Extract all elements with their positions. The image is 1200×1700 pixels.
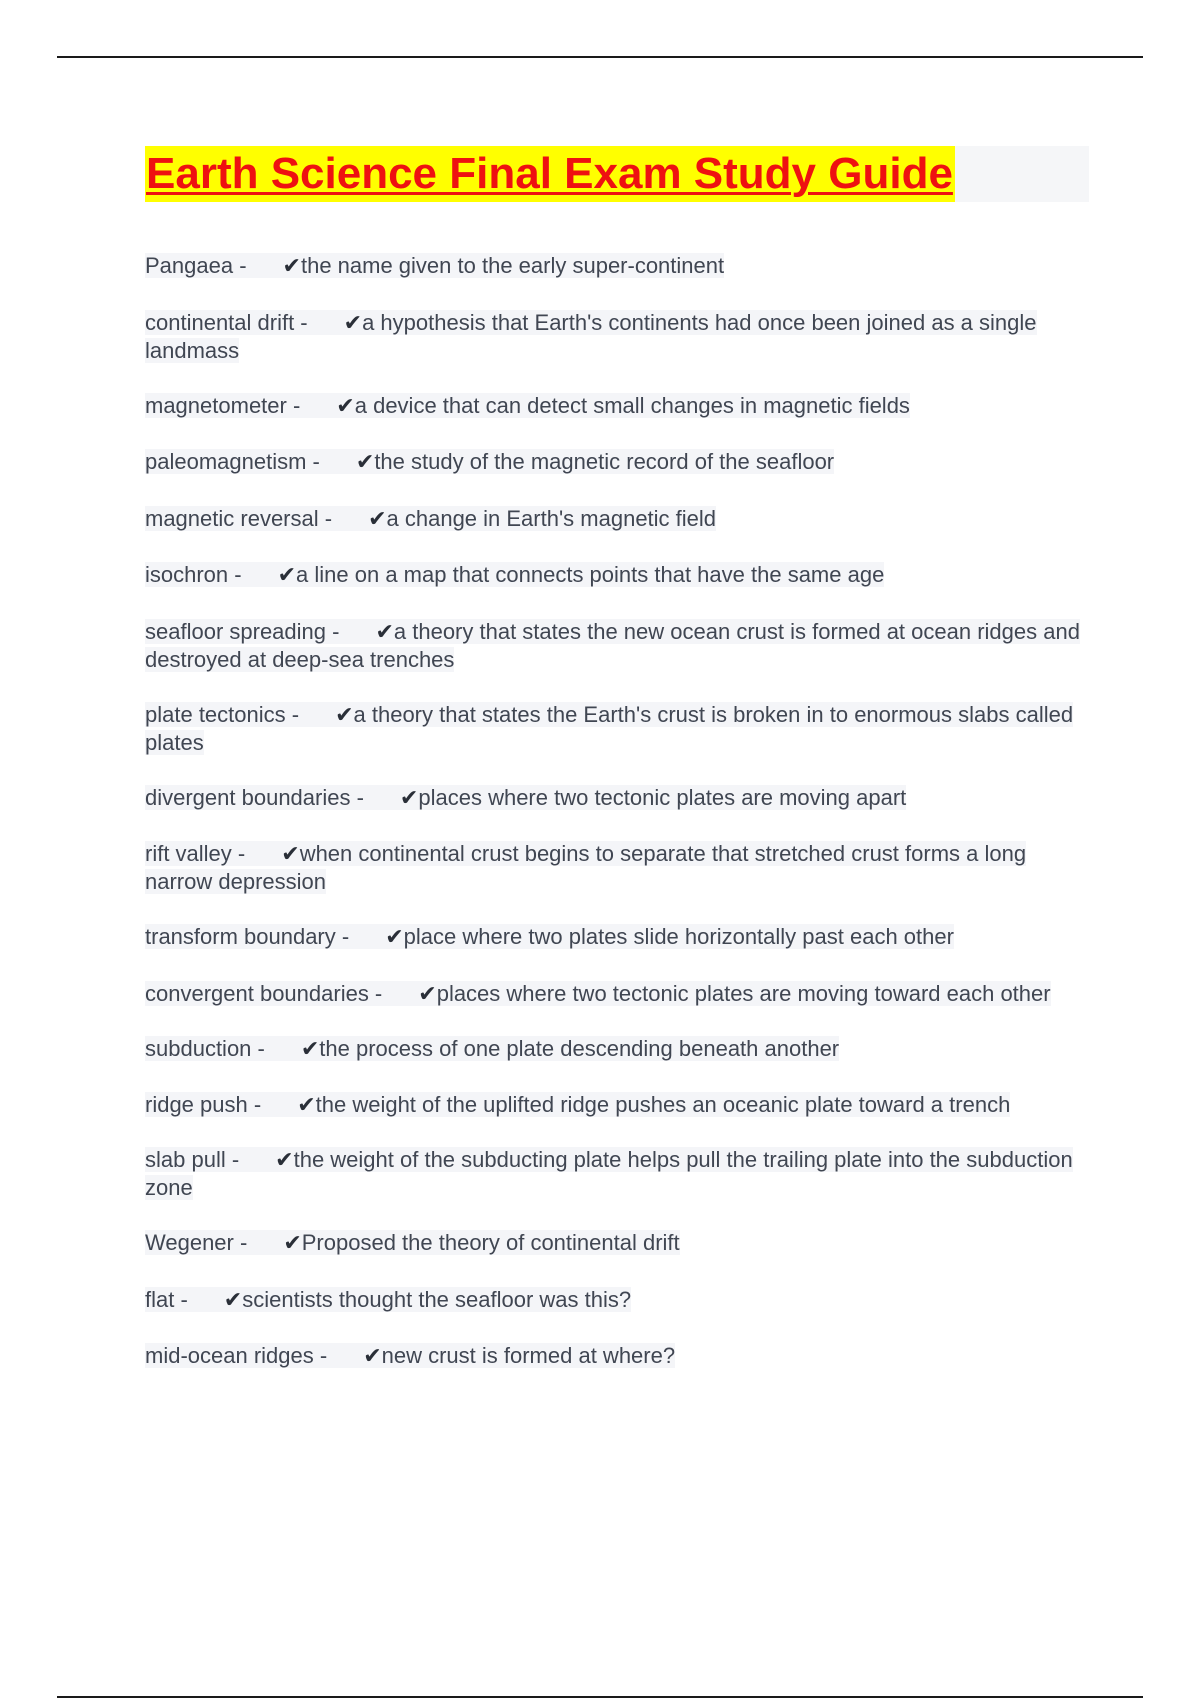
definition-entry — [145, 1229, 1089, 1257]
checkmark-icon: ✔ — [281, 841, 300, 866]
entry-definition: the process of one plate descending beneath another — [319, 1035, 840, 1061]
checkmark-icon: ✔ — [297, 1092, 316, 1117]
definition-entry — [145, 923, 1089, 951]
checkmark-icon: ✔ — [223, 1286, 243, 1312]
checkmark-icon: ✔ — [375, 618, 394, 644]
checkmark-icon: ✔ — [368, 505, 387, 531]
entry-definition: the weight of the uplifted ridge pushes an oceanic plate toward a trench — [315, 1092, 1011, 1117]
checkmark-icon: ✔ — [275, 1147, 294, 1172]
checkmark-icon: ✔ — [385, 924, 404, 949]
entry-definition: a theory that states the Earth's crust is broken in to enormous slabs called plates — [145, 701, 1074, 755]
title-block — [145, 146, 1089, 202]
definition-entry — [145, 1342, 1089, 1370]
entry-term: slab pull - — [145, 1147, 240, 1172]
entry-definition: places where two tectonic plates are moving toward each other — [436, 980, 1051, 1006]
entry-term: seafloor spreading - — [145, 618, 340, 644]
checkmark-icon: ✔ — [300, 1035, 320, 1061]
checkmark-icon: ✔ — [335, 701, 354, 727]
page-title: Earth Science Final Exam Study Guide — [145, 146, 955, 202]
definition-entry — [145, 309, 1089, 365]
entry-definition: Proposed the theory of continental drift — [301, 1230, 680, 1255]
checkmark-icon: ✔ — [283, 1230, 302, 1255]
entry-term: Pangaea - — [145, 253, 247, 278]
definition-entry — [145, 784, 1089, 812]
entry-definition: a device that can detect small changes in magnetic fields — [354, 392, 910, 418]
definition-entry — [145, 1286, 1089, 1314]
entry-term: paleomagnetism - — [145, 449, 320, 474]
definition-list — [145, 252, 1089, 1399]
entry-term: flat - — [145, 1286, 188, 1312]
entry-definition: new crust is formed at where? — [381, 1343, 676, 1368]
checkmark-icon: ✔ — [282, 253, 301, 278]
entry-definition: place where two plates slide horizontally past each other — [403, 924, 954, 949]
entry-definition: a hypothesis that Earth's continents had once been joined as a single landmass — [145, 309, 1037, 363]
definition-entry — [145, 701, 1089, 757]
entry-definition: places where two tectonic plates are moving apart — [418, 784, 907, 810]
checkmark-icon: ✔ — [355, 449, 375, 474]
checkmark-icon: ✔ — [399, 784, 419, 810]
entry-term: subduction - — [145, 1035, 265, 1061]
entry-term: Wegener - — [145, 1230, 248, 1255]
entry-definition: a line on a map that connects points that have the same age — [296, 562, 885, 587]
definition-entry — [145, 618, 1089, 674]
definition-entry — [145, 1091, 1089, 1119]
entry-term: convergent boundaries - — [145, 980, 383, 1006]
checkmark-icon: ✔ — [343, 309, 363, 335]
entry-definition: the name given to the early super-continent — [300, 253, 725, 278]
bottom-rule — [57, 1696, 1143, 1698]
entry-term: isochron - — [145, 562, 242, 587]
definition-entry — [145, 840, 1089, 896]
entry-term: magnetic reversal - — [145, 505, 333, 531]
entry-term: plate tectonics - — [145, 701, 300, 727]
entry-definition: a theory that states the new ocean crust is formed at ocean ridges and destroyed at deep-sea trenches — [145, 618, 1080, 672]
entry-definition: the weight of the subducting plate helps pull the trailing plate into the subduction zone — [145, 1147, 1073, 1200]
entry-term: ridge push - — [145, 1092, 262, 1117]
entry-term: mid-ocean ridges - — [145, 1343, 328, 1368]
checkmark-icon: ✔ — [418, 980, 437, 1006]
top-rule — [57, 56, 1143, 58]
checkmark-icon: ✔ — [336, 392, 355, 418]
definition-entry — [145, 392, 1089, 420]
entry-term: magnetometer - — [145, 392, 301, 418]
definition-entry — [145, 252, 1089, 280]
entry-term: continental drift - — [145, 309, 308, 335]
definition-entry — [145, 1146, 1089, 1202]
definition-entry — [145, 980, 1089, 1008]
entry-term: rift valley - — [145, 841, 246, 866]
entry-term: divergent boundaries - — [145, 784, 364, 810]
entry-definition: scientists thought the seafloor was this? — [242, 1286, 632, 1312]
definition-entry — [145, 561, 1089, 589]
definition-entry — [145, 448, 1089, 476]
entry-term: transform boundary - — [145, 924, 350, 949]
entry-definition: when continental crust begins to separate that stretched crust forms a long narrow depression — [145, 841, 1027, 894]
entry-definition: the study of the magnetic record of the seafloor — [374, 449, 835, 474]
checkmark-icon: ✔ — [363, 1343, 382, 1368]
checkmark-icon: ✔ — [277, 562, 297, 587]
definition-entry — [145, 1035, 1089, 1063]
entry-definition: a change in Earth's magnetic field — [386, 505, 717, 531]
definition-entry — [145, 505, 1089, 533]
